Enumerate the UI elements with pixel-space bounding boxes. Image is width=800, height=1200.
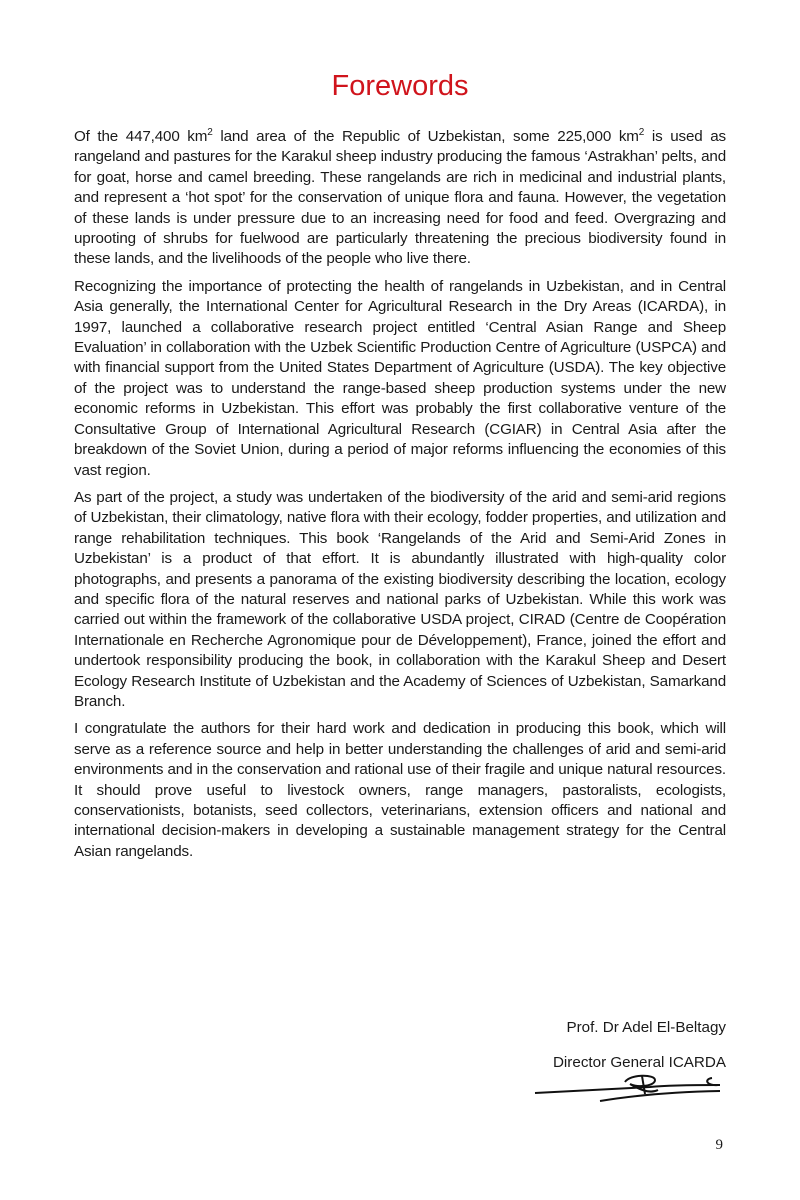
signatory-role: Director General ICARDA bbox=[552, 1054, 726, 1071]
foreword-body bbox=[74, 127, 726, 869]
page-title: Forewords bbox=[331, 70, 469, 102]
text-segment: land area of the Republic of Uzbekistan, some 225,000 km bbox=[212, 128, 639, 145]
signature-image bbox=[530, 1072, 730, 1122]
paragraph-2: Recognizing the importance of protecting the health of rangelands in Uzbekistan, and in Central Asia generally, the International Center for Agricultural Research in the Dry Areas (ICARDA), in 1997, launched a collaborative research project entitled ‘Central Asian Range and Sheep Evaluation’ in collaboration with the Uzbek Scientific Production Centre of Agriculture (USPCA) and with financial support from the United States Department of Agriculture (USDA). The key objective of the project was to understand the range-based sheep production systems under the new economic reforms in Uzbekistan. This effort was probably the first collaborative venture of the Consultative Group of International Agricultural Research (CGIAR) in Central Asia after the breakdown of the Soviet Union, during a period of major reforms influencing the economies of this vast region. bbox=[74, 277, 726, 479]
text-segment: is used as rangeland and pastures for the Karakul sheep industry producing the famous ‘Astrakhan’ pelts, and for goat, horse and camel breeding. These rangelands are rich in medicinal and industrial plants, and represent a ‘hot spot’ for the conservation of unique flora and fauna. However, the vegetation of these lands is under pressure due to an increasing need for food and feed. Overgrazing and uprooting of shrubs for fuelwood are particularly threatening the precious biodiversity found in these lands, and the livelihoods of the people who live there. bbox=[74, 128, 726, 268]
text-segment: Of the 447,400 km bbox=[74, 128, 208, 145]
signatory-name: Prof. Dr Adel El-Beltagy bbox=[566, 1019, 726, 1036]
paragraph-4: I congratulate the authors for their hard work and dedication in producing this book, which will serve as a reference source and help in better understanding the challenges of arid and semi-arid environments and in the conservation and rational use of their fragile and unique natural resources. It should prove useful to livestock owners, range managers, pastoralists, ecologists, conservationists, botanists, seed collectors, veterinarians, extension officers and national and international decision-makers in developing a sustainable management strategy for the Central Asian rangelands. bbox=[74, 720, 726, 860]
superscript: 2 bbox=[207, 126, 213, 138]
page-number: 9 bbox=[715, 1137, 723, 1153]
superscript: 2 bbox=[638, 126, 645, 138]
paragraph-3: As part of the project, a study was undertaken of the biodiversity of the arid and semi-arid regions of Uzbekistan, their climatology, native flora with their ecology, fodder properties, and utilization and range rehabilitation techniques. This book ‘Rangelands of the Arid and Semi-Arid Zones in Uzbekistan’ is a product of that effort. It is abundantly illustrated with high-quality color photographs, and presents a panorama of the existing biodiversity describing the location, ecology and specific flora of the natural reserves and national parks of Uzbekistan. While this work was carried out within the framework of the collaborative USDA project, CIRAD (Centre de Coopération Internationale en Recherche Agronomique pour de Développement), France, joined the effort and undertook responsibility producing the book, in collaboration with the Karakul Sheep and Desert Ecology Research Institute of Uzbekistan and the Academy of Sciences of Uzbekistan, Samarkand Branch. bbox=[74, 488, 726, 710]
paragraph-1 bbox=[74, 127, 726, 270]
